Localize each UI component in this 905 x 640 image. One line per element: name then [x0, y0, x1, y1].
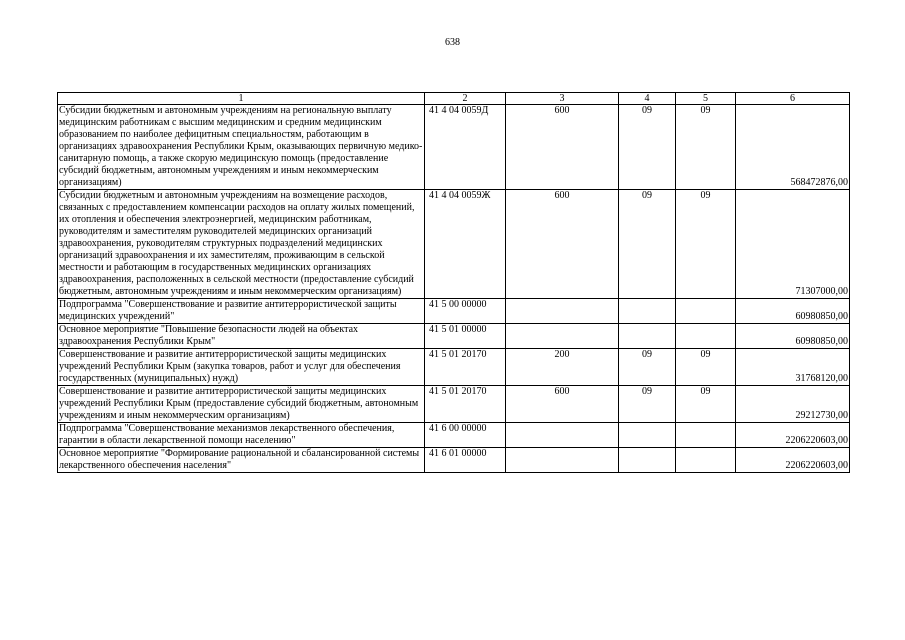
row-name: Совершенствование и развитие антитеррористической защиты медицинских учреждений Республики Крым (предоставление субсидий бюджетным, автономным учреждениям и иным некоммерческим организациям)	[58, 386, 425, 423]
table-header-row	[58, 93, 850, 105]
row-col4: 09	[619, 105, 676, 190]
row-col4: 09	[619, 190, 676, 299]
column-header: 5	[676, 93, 736, 105]
table-row	[58, 190, 850, 299]
table-row	[58, 299, 850, 324]
row-name: Подпрограмма "Совершенствование и развитие антитеррористической защиты медицинских учреждений"	[58, 299, 425, 324]
budget-table	[57, 92, 850, 473]
row-col3: 600	[506, 105, 619, 190]
row-name: Субсидии бюджетным и автономным учреждениям на региональную выплату медицинским работникам с высшим медицинским и средним медицинским образованием по наиболее дефицитным специальностям, работающим в организациях здравоохранения Республики Крым, оказывающих первичную медико-санитарную помощь, а также скорую медицинскую помощь (предоставление субсидий бюджетным, автономным учреждениям и иным некоммерческим организациям)	[58, 105, 425, 190]
row-code: 41 6 00 00000	[425, 423, 506, 448]
column-header: 6	[736, 93, 850, 105]
column-header: 3	[506, 93, 619, 105]
row-col3	[506, 299, 619, 324]
row-col4	[619, 448, 676, 473]
row-code: 41 4 04 0059Ж	[425, 190, 506, 299]
page-number: 638	[445, 37, 460, 48]
row-col4	[619, 324, 676, 349]
row-col4	[619, 299, 676, 324]
row-amount: 2206220603,00	[736, 423, 850, 448]
row-code: 41 5 01 20170	[425, 386, 506, 423]
column-header: 4	[619, 93, 676, 105]
table-row	[58, 349, 850, 386]
row-col3: 600	[506, 190, 619, 299]
row-col3	[506, 448, 619, 473]
row-code: 41 5 01 20170	[425, 349, 506, 386]
table-row	[58, 386, 850, 423]
table-row	[58, 324, 850, 349]
row-amount: 71307000,00	[736, 190, 850, 299]
row-name: Субсидии бюджетным и автономным учреждениям на возмещение расходов, связанных с предоставлением компенсации расходов на оплату жилых помещений, их отопления и обеспечения электроэнергией, медицинским работникам, руководителям и заместителям руководителей медицинских организаций здравоохранения, руководителям структурных подразделений медицинских организаций здравоохранения и их заместителям, проживающим в сельской местности и работающим в государственных медицинских организациях здравоохранения, расположенных в сельской местности (предоставление субсидий бюджетным, автономным учреждениям и иным некоммерческим организациям)	[58, 190, 425, 299]
row-col5	[676, 299, 736, 324]
row-col4: 09	[619, 386, 676, 423]
row-col5	[676, 423, 736, 448]
row-amount: 60980850,00	[736, 324, 850, 349]
row-amount: 568472876,00	[736, 105, 850, 190]
row-code: 41 4 04 0059Д	[425, 105, 506, 190]
row-col5: 09	[676, 190, 736, 299]
row-col5: 09	[676, 349, 736, 386]
row-col5: 09	[676, 386, 736, 423]
row-col3	[506, 423, 619, 448]
row-col5	[676, 324, 736, 349]
table-row	[58, 448, 850, 473]
row-code: 41 5 00 00000	[425, 299, 506, 324]
row-col4	[619, 423, 676, 448]
table-row	[58, 423, 850, 448]
row-amount: 60980850,00	[736, 299, 850, 324]
row-name: Основное мероприятие "Формирование рациональной и сбалансированной системы лекарственного обеспечения населения"	[58, 448, 425, 473]
row-name: Подпрограмма "Совершенствование механизмов лекарственного обеспечения, гарантии в области лекарственной помощи населению"	[58, 423, 425, 448]
row-amount: 29212730,00	[736, 386, 850, 423]
row-col3	[506, 324, 619, 349]
row-code: 41 6 01 00000	[425, 448, 506, 473]
row-col5	[676, 448, 736, 473]
row-col3: 600	[506, 386, 619, 423]
row-col3: 200	[506, 349, 619, 386]
row-col4: 09	[619, 349, 676, 386]
row-amount: 31768120,00	[736, 349, 850, 386]
table-row	[58, 105, 850, 190]
column-header: 2	[425, 93, 506, 105]
column-header: 1	[58, 93, 425, 105]
row-code: 41 5 01 00000	[425, 324, 506, 349]
row-name: Совершенствование и развитие антитеррористической защиты медицинских учреждений Республики Крым (закупка товаров, работ и услуг для обеспечения государственных (муниципальных) нужд)	[58, 349, 425, 386]
row-name: Основное мероприятие "Повышение безопасности людей на объектах здравоохранения Республики Крым"	[58, 324, 425, 349]
row-amount: 2206220603,00	[736, 448, 850, 473]
row-col5: 09	[676, 105, 736, 190]
